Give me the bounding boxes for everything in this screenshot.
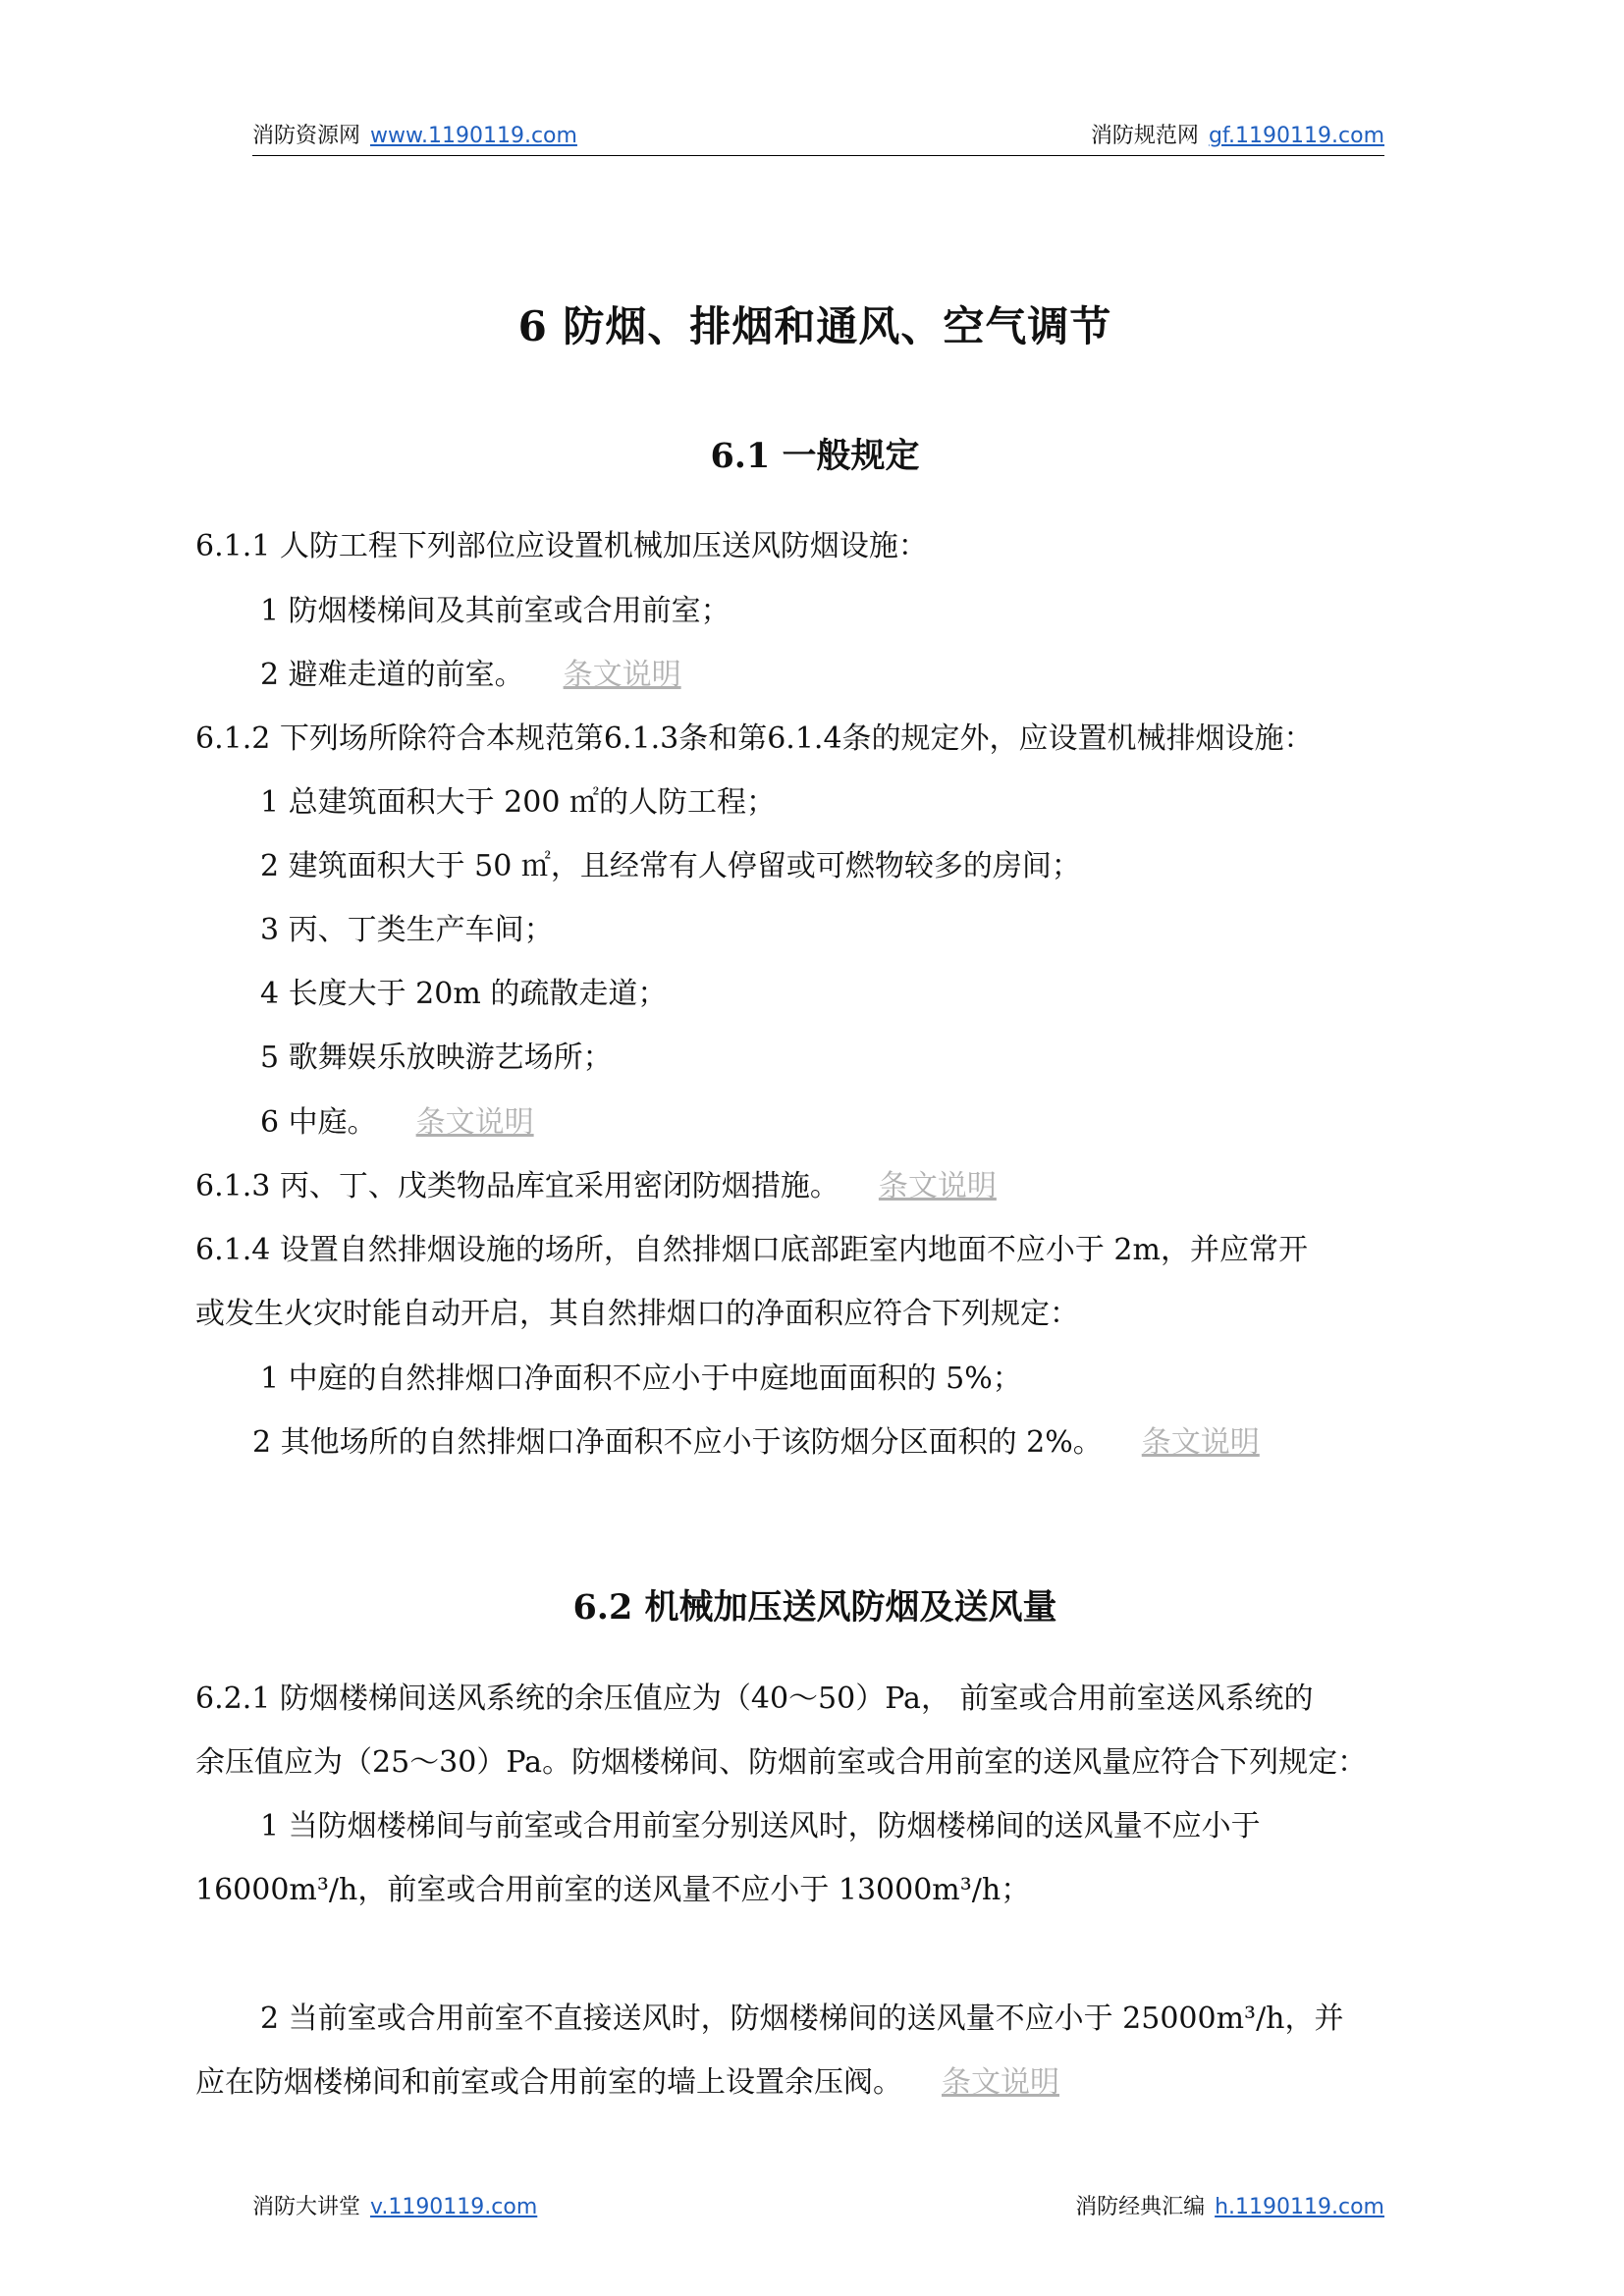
clause-6-1-3	[195, 1167, 997, 1206]
clause-6-2-1-item-2-line-1: 2 当前室或合用前室不直接送风时，防烟楼梯间的送风量不应小于 25000m³/h，并	[260, 2002, 1344, 2036]
footer-right-link[interactable]: h.1190119.com	[1215, 2195, 1384, 2219]
item-text: 2 避难走道的前室。	[260, 658, 524, 692]
header-right-label: 消防规范网	[1090, 124, 1199, 148]
header-right-link[interactable]: gf.1190119.com	[1208, 124, 1384, 148]
section-6-1-title: 6.1 一般规定	[710, 436, 920, 476]
page-header	[252, 116, 1384, 156]
clause-6-2-1-line-2: 余压值应为（25～30）Pa。防烟楼梯间、防烟前室或合用前室的送风量应符合下列规定：	[195, 1745, 1368, 1780]
header-left	[252, 119, 577, 149]
explanation-link[interactable]: 条文说明	[1141, 1425, 1260, 1460]
clause-6-1-2-item-3: 3 丙、丁类生产车间；	[260, 913, 554, 947]
header-right	[1091, 119, 1384, 149]
footer-left-link[interactable]: v.1190119.com	[370, 2195, 538, 2219]
clause-6-2-1-line-1: 6.2.1 防烟楼梯间送风系统的余压值应为（40～50）Pa， 前室或合用前室送风系统的	[195, 1682, 1314, 1716]
header-left-label: 消防资源网	[252, 124, 361, 148]
clause-6-1-4-line-1: 6.1.4 设置自然排烟设施的场所，自然排烟口底部距室内地面不应小于 2m，并应常开	[195, 1233, 1308, 1267]
clause-6-1-2-item-6	[260, 1103, 534, 1143]
clause-6-1-1-item-2	[260, 656, 681, 695]
explanation-link[interactable]: 条文说明	[415, 1105, 534, 1140]
clause-6-1-4-item-1: 1 中庭的自然排烟口净面积不应小于中庭地面面积的 5%；	[260, 1362, 1022, 1396]
clause-6-1-2-item-4: 4 长度大于 20m 的疏散走道；	[260, 977, 668, 1011]
clause-6-1-4-line-2: 或发生火灾时能自动开启，其自然排烟口的净面积应符合下列规定：	[195, 1297, 1079, 1331]
clause-6-1-2-item-5: 5 歌舞娱乐放映游艺场所；	[260, 1041, 613, 1075]
chapter-title: 6 防烟、排烟和通风、空气调节	[517, 302, 1112, 350]
clause-6-2-1-item-1-line-2: 16000m³/h，前室或合用前室的送风量不应小于 13000m³/h；	[195, 1873, 1031, 1907]
footer-left-label: 消防大讲堂	[252, 2195, 361, 2219]
page-footer	[252, 2187, 1384, 2226]
section-6-2-title: 6.2 机械加压送风防烟及送风量	[572, 1587, 1057, 1628]
clause-6-1-1: 6.1.1 人防工程下列部位应设置机械加压送风防烟设施：	[195, 529, 928, 563]
item-text: 6 中庭。	[260, 1105, 377, 1140]
clause-6-1-1-item-1: 1 防烟楼梯间及其前室或合用前室；	[260, 594, 731, 628]
clause-6-2-1-item-1-line-1: 1 当防烟楼梯间与前室或合用前室分别送风时，防烟楼梯间的送风量不应小于	[260, 1809, 1261, 1843]
item-text: 应在防烟楼梯间和前室或合用前室的墙上设置余压阀。	[195, 2065, 902, 2100]
clause-6-2-1-item-2-line-2	[195, 2063, 1059, 2103]
explanation-link[interactable]: 条文说明	[563, 658, 681, 692]
explanation-link[interactable]: 条文说明	[942, 2065, 1059, 2100]
clause-6-1-2-item-2: 2 建筑面积大于 50 ㎡，且经常有人停留或可燃物较多的房间；	[260, 849, 1081, 883]
header-left-link[interactable]: www.1190119.com	[370, 124, 577, 148]
footer-right-label: 消防经典汇编	[1075, 2195, 1206, 2219]
explanation-link[interactable]: 条文说明	[878, 1169, 997, 1203]
clause-6-1-2-item-1: 1 总建筑面积大于 200 ㎡的人防工程；	[260, 785, 776, 820]
footer-left	[252, 2190, 537, 2220]
item-text: 2 其他场所的自然排烟口净面积不应小于该防烟分区面积的 2%。	[252, 1425, 1103, 1460]
item-text: 6.1.3 丙、丁、戊类物品库宜采用密闭防烟措施。	[195, 1169, 839, 1203]
footer-right	[1075, 2190, 1384, 2220]
clause-6-1-4-item-2	[252, 1423, 1260, 1463]
clause-6-1-2: 6.1.2 下列场所除符合本规范第6.1.3条和第6.1.4条的规定外，应设置机械排烟设施：	[195, 721, 1314, 756]
